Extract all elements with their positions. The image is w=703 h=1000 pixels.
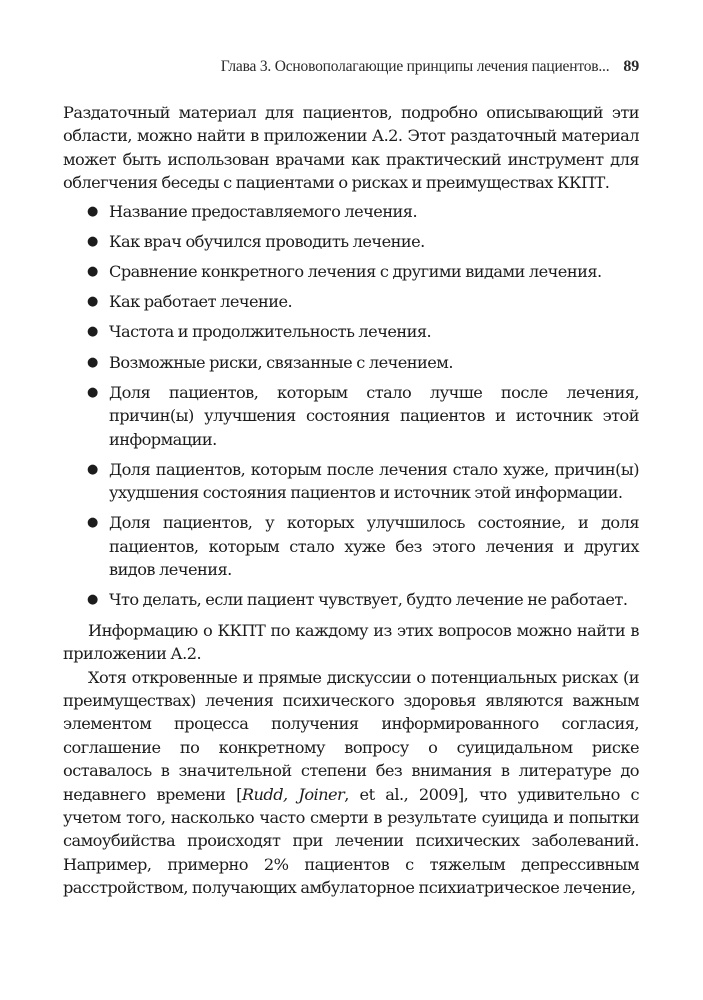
- list-item: [63, 351, 639, 374]
- list-item: [63, 290, 639, 313]
- page-number: 89: [623, 58, 639, 75]
- list-item-text: Частота и продолжительность лечения.: [109, 322, 432, 342]
- bullet-icon: ●: [87, 233, 98, 249]
- list-item-text: Возможные риски, связанные с лечением.: [109, 352, 453, 372]
- citation-details: , et al., 2009]: [344, 784, 464, 804]
- book-page: [63, 58, 639, 900]
- list-item-text: Доля пациентов, которым после лечения стало хуже, причин(ы) ухудшения состояния пациентов и источник этой информации.: [109, 459, 639, 503]
- bullet-icon: ●: [87, 203, 98, 219]
- bullet-icon: ●: [87, 461, 98, 477]
- consent-topics-list: [63, 200, 639, 612]
- list-item: [63, 260, 639, 283]
- bullet-icon: ●: [87, 264, 98, 280]
- list-item-text: Как врач обучился проводить лечение.: [109, 231, 425, 251]
- list-item: [63, 511, 639, 581]
- discussion-paragraph: [63, 666, 639, 900]
- list-item: [63, 230, 639, 253]
- bullet-icon: ●: [87, 354, 98, 370]
- bullet-icon: ●: [87, 515, 98, 531]
- intro-paragraph: Раздаточный материал для пациентов, подробно описывающий эти области, можно найти в приложении А.2. Этот раздаточный материал может быть использован врачами как практический инструмент для облегчения беседы с пациентами о рисках и преимуществах ККПТ.: [63, 103, 639, 193]
- list-item-text: Сравнение конкретного лечения с другими видами лечения.: [109, 262, 602, 282]
- chapter-running-title: Глава 3. Основополагающие принципы лечения пациентов...: [220, 58, 610, 75]
- bullet-icon: ●: [87, 324, 98, 340]
- list-item-text: Как работает лечение.: [109, 292, 293, 312]
- body-text: [63, 101, 639, 900]
- running-header: [63, 58, 639, 84]
- list-item-text: Что делать, если пациент чувствует, будто лечение не работает.: [109, 590, 628, 610]
- bullet-icon: ●: [87, 384, 98, 400]
- citation-authors: Rudd, Joiner: [241, 784, 345, 804]
- list-item: [63, 381, 639, 451]
- bullet-icon: ●: [87, 592, 98, 608]
- list-item: [63, 200, 639, 223]
- list-item: [63, 588, 639, 611]
- list-item: [63, 320, 639, 343]
- bullet-icon: ●: [87, 294, 98, 310]
- list-item-text: Доля пациентов, у которых улучшилось состояние, и доля пациентов, которым стало хуже без этого лечения и других видов лечения.: [109, 513, 639, 580]
- list-item-text: Название предоставляемого лечения.: [109, 201, 418, 221]
- list-item-text: Доля пациентов, которым стало лучше после лечения, причин(ы) улучшения состояния пациентов и источник этой информации.: [109, 382, 639, 449]
- info-paragraph: Информацию о ККПТ по каждому из этих вопросов можно найти в приложении А.2.: [63, 620, 639, 664]
- list-item: [63, 458, 639, 505]
- discussion-text-start: Хотя откровенные и прямые дискуссии о потенциальных рисках (и преимуществах) лечения психического здоровья являются важным элементом процесса получения информированного согласия, соглашение по конкретному вопросу о суицидальном риске оставалось в значительной степени без внимания в литературе до недавнего времени [: [63, 667, 639, 804]
- discussion-text-end: , что удивительно с учетом того, насколько часто смерти в результате суицида и попытки самоубийства происходят при лечении психических заболеваний. Например, примерно 2% пациентов с тяжелым депрессивным расстройством, получающих амбулаторное психиатрическое лечение,: [63, 784, 639, 898]
